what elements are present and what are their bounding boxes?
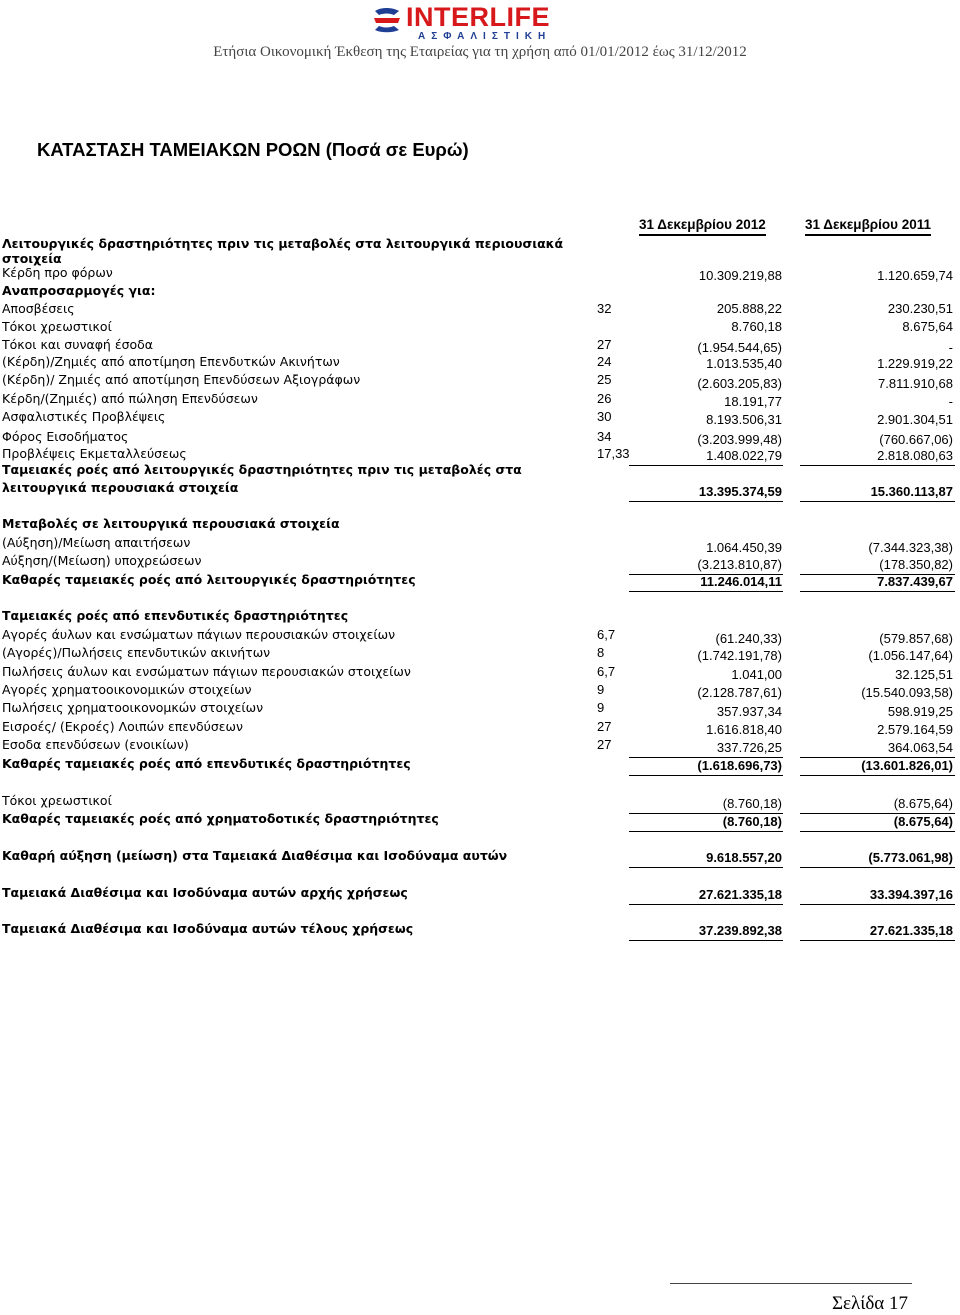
- page-number: Σελίδα 17: [831, 1293, 908, 1314]
- total-underline: [629, 465, 783, 466]
- value-2011: (760.667,06): [879, 432, 953, 447]
- row-label: Κέρδη/(Ζημιές) από πώληση Επενδύσεων: [2, 391, 258, 406]
- value-2011: 32.125,51: [895, 667, 953, 682]
- row-label: (Κέρδη)/ Ζημιές από αποτίμηση Επενδύσεων Αξιογράφων: [2, 372, 361, 387]
- value-2011: 1.120.659,74: [877, 268, 953, 283]
- row-label: Καθαρές ταμειακές ροές από επενδυτικές δραστηριότητες: [2, 756, 411, 771]
- value-2011: 2.901.304,51: [877, 412, 953, 427]
- value-2012: 1.408.022,79: [706, 448, 782, 463]
- row-label: Πωλήσεις άυλων και ενσώματων πάγιων περουσιακών στοιχείων: [2, 664, 411, 679]
- value-2012: 37.239.892,38: [698, 923, 782, 938]
- row-note: 24: [597, 354, 612, 369]
- row-label: Καθαρές ταμειακές ροές από χρηματοδοτικές δραστηριότητες: [2, 811, 439, 826]
- value-2011: -: [948, 340, 953, 355]
- value-2012: 11.246.014,11: [700, 574, 782, 589]
- row-label: Τόκοι χρεωστικοί: [2, 319, 112, 334]
- value-2012: (61.240,33): [715, 631, 782, 646]
- row-label: Αύξηση/(Μείωση) υποχρεώσεων: [2, 553, 202, 568]
- total-underline: [800, 904, 955, 905]
- total-underline: [800, 775, 955, 776]
- value-2011: 7.811.910,68: [878, 376, 953, 391]
- row-note: 32: [597, 301, 612, 316]
- row-label: Καθαρή αύξηση (μείωση) στα Ταμειακά Διαθέσιμα και Ισοδύναμα αυτών: [2, 848, 508, 863]
- column-header-2012: 31 Δεκεμβρίου 2012: [639, 217, 766, 236]
- total-underline: [800, 501, 955, 502]
- row-label: Τόκοι και συναφή έσοδα: [2, 337, 154, 352]
- value-2011: 2.818.080,63: [877, 448, 953, 463]
- total-underline: [800, 831, 955, 832]
- value-2012: (3.203.999,48): [697, 432, 782, 447]
- page-title: ΚΑΤΑΣΤΑΣΗ ΤΑΜΕΙΑΚΩΝ ΡΟΩΝ (Ποσά σε Ευρώ): [37, 139, 469, 160]
- row-label: Μεταβολές σε λειτουργικά περουσιακά στοιχεία: [2, 516, 340, 531]
- row-label: Προβλέψεις Εκμεταλλεύσεως: [2, 446, 187, 461]
- row-label: Αγορές άυλων και ενσώματων πάγιων περουσιακών στοιχείων: [2, 627, 396, 642]
- value-2011: 598.919,25: [887, 704, 953, 719]
- value-2011: -: [948, 394, 953, 409]
- total-underline: [629, 940, 783, 941]
- interlife-emblem-icon: [372, 7, 402, 33]
- report-header: Ετήσια Οικονομική Έκθεση της Εταιρείας για τη χρήση από 01/01/2012 έως 31/12/2012: [213, 44, 747, 60]
- value-2011: 8.675,64: [902, 319, 953, 334]
- row-note: 26: [597, 391, 612, 406]
- company-logo: [372, 2, 572, 42]
- row-label: στοιχεία: [2, 251, 62, 266]
- row-note: 27: [597, 737, 612, 752]
- row-note: 6,7: [597, 627, 616, 642]
- total-underline: [629, 591, 783, 592]
- row-label: Ασφαλιστικές Προβλέψεις: [2, 409, 166, 424]
- value-2012: 1.013.535,40: [706, 356, 782, 371]
- value-2012: 337.726,25: [716, 740, 782, 755]
- total-underline: [629, 501, 783, 502]
- value-2011: (15.540.093,58): [861, 685, 953, 700]
- value-2012: 13.395.374,59: [698, 484, 782, 499]
- value-2012: (2.128.787,61): [697, 685, 782, 700]
- value-2011: (579.857,68): [879, 631, 953, 646]
- value-2011: 1.229.919,22: [877, 356, 953, 371]
- total-underline: [800, 940, 955, 941]
- footer-divider: [670, 1283, 912, 1284]
- value-2011: (8.675,64): [893, 814, 953, 829]
- value-2011: 2.579.164,59: [877, 722, 953, 737]
- row-label: Ταμειακά Διαθέσιμα και Ισοδύναμα αυτών αρχής χρήσεως: [2, 885, 408, 900]
- row-note: 8: [597, 645, 605, 660]
- total-underline: [800, 591, 955, 592]
- value-2011: 33.394.397,16: [869, 887, 953, 902]
- value-2012: 27.621.335,18: [698, 887, 782, 902]
- row-label: Αγορές χρηματοοικονομικών στοιχείων: [2, 682, 252, 697]
- row-label: Καθαρές ταμειακές ροές από λειτουργικές δραστηριότητες: [2, 572, 416, 587]
- value-2011: 230.230,51: [887, 301, 953, 316]
- row-note: 30: [597, 409, 612, 424]
- row-note: 27: [597, 719, 612, 734]
- total-underline: [800, 465, 955, 466]
- total-underline: [800, 867, 955, 868]
- total-underline: [629, 867, 783, 868]
- value-2012: (8.760,18): [722, 814, 782, 829]
- value-2012: 18.191,77: [724, 394, 782, 409]
- value-2011: 27.621.335,18: [869, 923, 953, 938]
- value-2012: (1.954.544,65): [697, 340, 782, 355]
- row-label: λειτουργικά περουσιακά στοιχεία: [2, 480, 239, 495]
- row-note: 9: [597, 682, 605, 697]
- value-2012: (8.760,18): [722, 796, 782, 811]
- value-2011: (5.773.061,98): [868, 850, 953, 865]
- value-2012: 10.309.219,88: [698, 268, 782, 283]
- row-label: Ταμειακά Διαθέσιμα και Ισοδύναμα αυτών τέλους χρήσεως: [2, 921, 414, 936]
- value-2011: (13.601.826,01): [861, 758, 953, 773]
- value-2011: (1.056.147,64): [868, 648, 953, 663]
- value-2011: 7.837.439,67: [877, 574, 953, 589]
- value-2012: (1.618.696,73): [697, 758, 782, 773]
- value-2012: 9.618.557,20: [706, 850, 782, 865]
- row-label: Εσοδα επενδύσεων (ενοικίων): [2, 737, 189, 752]
- brand-name: INTERLIFE: [406, 2, 550, 32]
- row-note: 9: [597, 700, 605, 715]
- value-2012: 8.193.506,31: [706, 412, 782, 427]
- value-2012: (3.213.810,87): [697, 557, 782, 572]
- row-label: Λειτουργικές δραστηριότητες πριν τις μεταβολές στα λειτουργικά περιουσιακά: [2, 236, 564, 251]
- value-2012: 1.041,00: [731, 667, 782, 682]
- column-header-2011: 31 Δεκεμβρίου 2011: [805, 217, 931, 236]
- total-underline: [629, 831, 783, 832]
- row-label: (Κέρδη)/Ζημιές από αποτίμηση Επενδυτκών Ακινήτων: [2, 354, 340, 369]
- row-note: 27: [597, 337, 612, 352]
- row-note: 17,33: [597, 446, 630, 461]
- value-2011: 364.063,54: [887, 740, 953, 755]
- value-2012: (1.742.191,78): [697, 648, 782, 663]
- row-label: Τόκοι χρεωστικοί: [2, 793, 112, 808]
- value-2011: (8.675,64): [893, 796, 953, 811]
- value-2011: (7.344.323,38): [868, 540, 953, 555]
- row-note: 34: [597, 429, 612, 444]
- value-2012: 1.064.450,39: [706, 540, 782, 555]
- value-2012: 8.760,18: [731, 319, 782, 334]
- row-label: Αποσβέσεις: [2, 301, 75, 316]
- row-label: Ταμειακές ροές από επενδυτικές δραστηριότητες: [2, 608, 349, 623]
- row-note: 6,7: [597, 664, 616, 679]
- row-note: 25: [597, 372, 612, 387]
- row-label: (Αύξηση)/Μείωση απαιτήσεων: [2, 535, 191, 550]
- value-2012: 205.888,22: [716, 301, 782, 316]
- total-underline: [629, 775, 783, 776]
- brand-subtitle: ΑΣΦΑΛΙΣΤΙΚΗ: [418, 31, 552, 42]
- value-2012: (2.603.205,83): [697, 376, 782, 391]
- row-label: (Αγορές)/Πωλήσεις επενδυτικών ακινήτων: [2, 645, 271, 660]
- total-underline: [629, 904, 783, 905]
- row-label: Κέρδη προ φόρων: [2, 265, 113, 280]
- row-label: Εισροές/ (Εκροές) Λοιπών επενδύσεων: [2, 719, 243, 734]
- row-label: Αναπροσαρμογές για:: [2, 283, 156, 298]
- value-2011: 15.360.113,87: [870, 484, 953, 499]
- row-label: Φόρος Εισοδήματος: [2, 429, 129, 444]
- value-2011: (178.350,82): [879, 557, 953, 572]
- value-2012: 1.616.818,40: [706, 722, 782, 737]
- row-label: Ταμειακές ροές από λειτουργικές δραστηριότητες πριν τις μεταβολές στα: [2, 462, 522, 477]
- value-2012: 357.937,34: [716, 704, 782, 719]
- row-label: Πωλήσεις χρηματοοικονομκών στοιχείων: [2, 700, 264, 715]
